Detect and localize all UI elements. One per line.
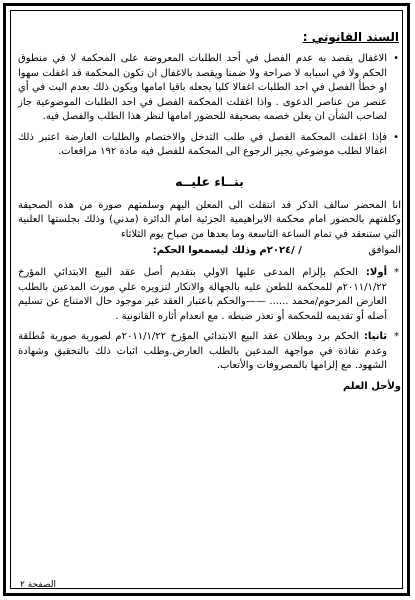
request-first	[18, 266, 401, 324]
bullet-star: *	[394, 267, 399, 278]
page-number: الصفحة ٢	[20, 580, 56, 590]
closing-line: ولأجل العلم	[342, 380, 401, 392]
request-second-label: ثانيا:	[359, 331, 387, 342]
bullet-dot: •	[393, 131, 399, 143]
paragraph-summons: انا المحضر سالف الذكر قد انتقلت الى المعلن اليهم وسلمتهم صورة من هذه الصحيفة وكلفتهم بالحضور امام محكمة الابراهيمية الجزئية امام الدائرة (مدني) وذلك بجلستها العلنية التي ستنعقد في تمام الساعة التاسعة وما بعدها من صباح يوم الثلاثاء	[18, 199, 401, 240]
paragraph-ighfal	[18, 52, 401, 125]
judgment-lead: وذلك ليسمعوا الحكم:	[152, 245, 257, 256]
request-first-label: أولا:	[357, 267, 387, 278]
section-heading: السند القانوني :	[302, 30, 399, 44]
hearing-date-line	[18, 244, 401, 258]
request-second	[18, 330, 401, 374]
bullet-star: *	[394, 331, 399, 342]
bullet-dot: •	[393, 53, 399, 64]
paragraph-intervention-text: فإذا اغفلت المحكمة الفصل في طلب التدخل والاختصام والطلبات العارضة اعتبر ذلك اغفالا لطلب موضوعي يجيز الرجوع الى المحكمة للفصل فيه مادة ١٩٢ مرافعات.	[18, 131, 387, 157]
paragraph-ighfal-text: الاغفال يقصد به عدم الفصل في أحد الطلبات المعروضة على المحكمة لا في منطوق الحكم ولا في اسبابه لا صراحة ولا ضمنا ويقصد بالاغفال ان تكون المحكمة قد اغفلت سهوا او خطأ الفصل في احد الطلبات اغفالا كليا يجعله باقيا امامها ويكون ذلك بعدم البت في أي عنصر من عناصر الدعوى . واذا اغفلت المحكمة الفصل في احد الطلبات الموضوعية جاز لصاحب الشأن ان يعلن خصمه بصحيفة للحضور امامها لنظر هذا الطلب والفصل فيه.	[18, 53, 387, 122]
request-second-text: الحكم برد وبطلان عقد البيع الابتدائي المؤرخ ٢٠١١/١/٢٢م لصورية صورية مُطلقة وعدم نفاذة في مواجهة المدعين بالطلب العارض.وطلب اثبات ذلك بالتحقيق وشهادة الشهود. مع إلزامها بالمصروفات والأتعاب.	[18, 331, 387, 371]
request-first-text: الحكم بإلزام المدعى عليها الاولي بتقديم أصل عقد البيع الابتدائي المؤرخ ٢٠١١/١/٢٢م للمحكمة للطعن عليه بالجهالة والانكار لتزويره علي مورث المدعين بالطلب العارض المرحوم/محمد ...... ——والحكم باعتبار العقد غير موجود حال الامتناع عن تسليم أصله أو تقديمه للمحكمة أو تعذر ضبطه . مع انعدام أثاره القانونية .	[18, 267, 387, 322]
paragraph-intervention	[18, 131, 401, 160]
date-value: / /٢٠٢٤م	[259, 245, 302, 256]
based-on-title: بنــاء عليــه	[175, 173, 244, 189]
date-label: الموافق	[368, 245, 401, 256]
document-body	[18, 30, 401, 592]
